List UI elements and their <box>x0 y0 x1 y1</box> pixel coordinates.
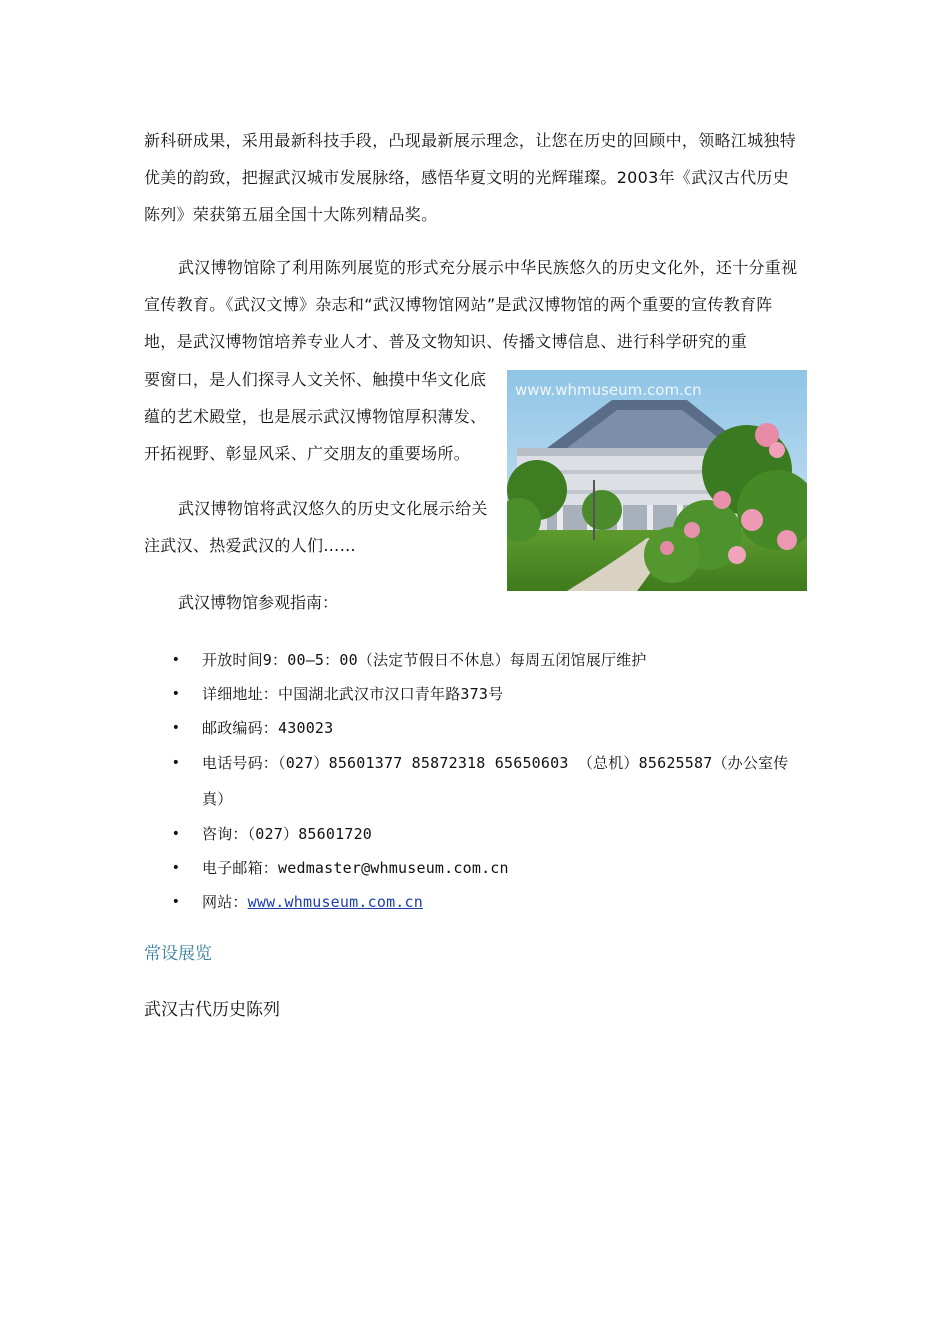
postcode-text: 邮政编码：430023 <box>202 719 334 737</box>
list-item-opening-hours <box>170 643 810 677</box>
bullet-icon: • <box>171 826 181 842</box>
list-item-email <box>170 851 810 885</box>
bullet-icon: • <box>171 755 181 771</box>
closing-paragraph: 武汉博物馆将武汉悠久的历史文化展示给关注武汉、热爱武汉的人们…… <box>144 499 488 555</box>
visitor-guide-title: 武汉博物馆参观指南： <box>178 593 339 612</box>
bullet-icon: • <box>171 860 181 876</box>
intro-paragraph: 新科研成果，采用最新科技手段，凸现最新展示理念，让您在历史的回顾中，领略江城独特优美的韵致，把握武汉城市发展脉络，感悟华夏文明的光辉璀璨。2003年《武汉古代历史陈列》荣获第五届全国十大陈列精品奖。 <box>144 131 797 224</box>
publicity-paragraph-continued: 要窗口，是人们探寻人文关怀、触摸中华文化底蕴的艺术殿堂，也是展示武汉博物馆厚积薄发、开拓视野、彰显风采、广交朋友的重要场所。 <box>144 370 487 463</box>
photo-watermark: www.whmuseum.com.cn <box>515 381 702 399</box>
list-item-phone <box>170 745 810 817</box>
list-item-address <box>170 677 810 711</box>
ancient-history-exhibit-title: 武汉古代历史陈列 <box>144 1000 280 1020</box>
list-item-postcode <box>170 711 810 745</box>
list-item-website <box>170 885 810 919</box>
list-item-inquiry <box>170 817 810 851</box>
bullet-icon: • <box>171 652 181 668</box>
permanent-exhibition-heading: 常设展览 <box>144 944 212 964</box>
website-label: 网站： <box>202 893 248 911</box>
website-link[interactable]: www.whmuseum.com.cn <box>247 893 423 911</box>
opening-hours-text: 开放时间9：00—5：00（法定节假日不休息）每周五闭馆展厅维护 <box>202 651 647 669</box>
bullet-icon: • <box>171 686 181 702</box>
publicity-paragraph: 武汉博物馆除了利用陈列展览的形式充分展示中华民族悠久的历史文化外，还十分重视宣传教育。《武汉文博》杂志和“武汉博物馆网站”是武汉博物馆的两个重要的宣传教育阵地，是武汉博物馆培养专业人才、普及文物知识、传播文博信息、进行科学研究的重 <box>144 258 798 351</box>
inquiry-text: 咨询：（027）85601720 <box>202 825 373 843</box>
email-text: 电子邮箱：wedmaster@whmuseum.com.cn <box>202 859 509 877</box>
visitor-info-list <box>170 643 810 919</box>
address-text: 详细地址：中国湖北武汉市汉口青年路373号 <box>202 685 504 703</box>
phone-text: 电话号码：（027）85601377 85872318 65650603 （总机）85625587（办公室传真） <box>202 754 789 808</box>
museum-photo <box>507 370 807 591</box>
bullet-icon: • <box>171 894 181 910</box>
bullet-icon: • <box>171 720 181 736</box>
